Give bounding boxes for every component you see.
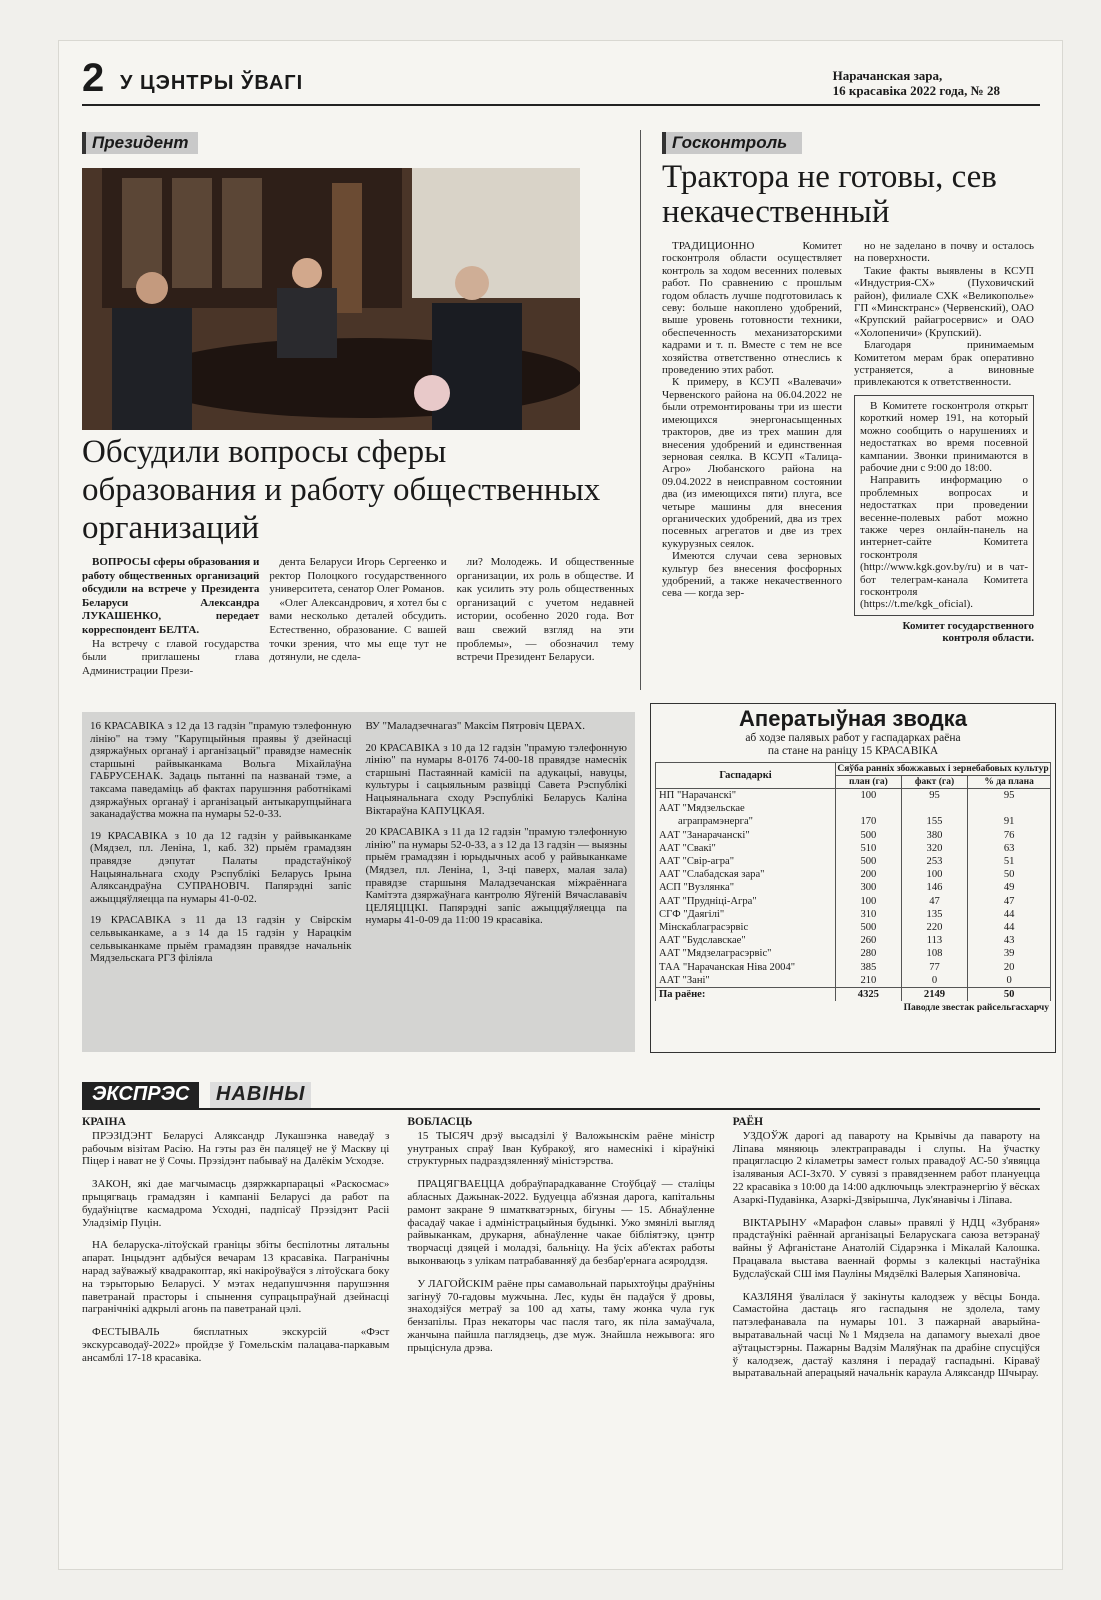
news-column-region (407, 1116, 714, 1390)
farm-cell: ААТ "Мядзельскае (656, 802, 836, 815)
news-item: ФЕСТЫВАЛЬ бясплатных экскурсій «Фэст экскурсаводаў-2022» пройдзе ў Гомельскім палацава-паркавым ансамблі 17-18 красавіка. (82, 1326, 390, 1364)
meeting-photo (82, 168, 580, 430)
news-item: ПРЭЗІДЭНТ Беларусі Аляксандр Лукашэнка наведаў з рабочым візітам Расію. На гэты раз ён паляцеў не ў Маскву ці Піцер і нават не ў Сочы. Прэзідэнт пабываў на Далёкім Усходзе. (82, 1129, 390, 1168)
news-column-country (82, 1116, 389, 1390)
farm-cell: ААТ "Зані" (656, 974, 836, 988)
farm-cell: СГФ "Даягілі" (656, 908, 836, 921)
farm-cell: ААТ "Будславскае" (656, 934, 836, 947)
total-pct: 50 (968, 988, 1051, 1002)
article-paragraph: ли? Молодежь. И общественные организации, их роль в обществе. И как усилить эту роль общественных организаций с учетом недавней истории, особенно 2020 года. Вот ваш свежий взгляд на эти проблемы», — обозначил тему встречи Президент Беларуси. (456, 556, 634, 664)
news-column-heading: ВОБЛАСЦЬ (407, 1116, 473, 1128)
pct-cell: 0 (968, 974, 1051, 988)
announcement: 16 КРАСАВІКА з 12 да 13 гадзін "прамую тэлефонную лінію" на тэму "Карупцыйныя праявы ў дзейнасці дзяржаўных органаў і арганізацый" правядзе намеснік старшыні райвыканкама Вольга Міхайлаўна ГАБРУСЕНАК. Задаць пытанні па названай тэме, а таксама паведаміць аб фактах парушэння работнікамі дзяржаўных органаў і арганізацый антыкарупцыйнага заканадаўства можна па нумары 52-0-33. (90, 720, 352, 821)
pct-cell: 44 (968, 908, 1051, 921)
pct-cell: 20 (968, 961, 1051, 974)
announcements-box (82, 712, 635, 1052)
news-column-heading: РАЁН (732, 1116, 764, 1128)
express-news-header (82, 1082, 1040, 1110)
education-article-body (82, 556, 634, 696)
announce-column (90, 720, 352, 1044)
article-paragraph: Имеются случаи сева зерновых культур без внесения фосфорных удобрений, а также некачественного сева — когда зер- (662, 550, 842, 600)
field-work-summary (650, 703, 1056, 1053)
express-news-body (82, 1116, 1040, 1390)
plan-cell: 500 (836, 829, 902, 842)
farm-cell: ААТ "Мядзелаграсэрвіс" (656, 947, 836, 960)
table-row (656, 855, 1051, 868)
plan-cell: 510 (836, 842, 902, 855)
announcement: 20 КРАСАВІКА з 10 да 12 гадзін "прамую тэлефонную лінію" па нумары 8-0176 74-00-18 правядзе намеснік старшыні Пастаяннай камісіі па адукацыі, навуцы, культуры і сацыяльным развіцці Савета Рэспублікі Нацыянальнага сходу Рэспублікі Беларусь Каліна Віктараўна КАПУЦКАЯ. (365, 741, 627, 817)
table-row (656, 974, 1051, 988)
article-column (269, 556, 446, 696)
announce-column (366, 720, 628, 1044)
plan-cell: 500 (836, 855, 902, 868)
news-item: ВІКТАРЫНУ «Марафон славы» правялі ў НДЦ «Зубраня» прадстаўнікі раённай арганізацыі Беларускага саюза ветэранаў вайны ў Афганістане Анатолій Сідарэнка і Мікалай Калошка. Працавала выстава ваеннай формы з калекцыі настаўніка Будслаўскай СШ імя Пауліны Мядзёлкі Валерыя Хапяновіча. (732, 1216, 1040, 1280)
table-row (656, 947, 1051, 960)
table-subtitle: аб ходзе палявых работ у гаспадарках раёна (745, 732, 961, 744)
announcement: ВУ "Маладзечнагаз" Максім Пятровіч ЦЕРАХ. (365, 720, 585, 732)
news-label: НАВІНЫ (210, 1082, 311, 1108)
pct-cell: 39 (968, 947, 1051, 960)
total-fact: 2149 (901, 988, 967, 1002)
news-item: ЗАКОН, які дае магчымасць дзяржкарпарацыі «Раскосмас» прыцягваць грамадзян і кампаніі Беларусі да работ па будаўніцтве касмадрома Усходні, падпісаў Прэзідэнт Расіі Уладзімір Пуцін. (82, 1178, 390, 1229)
farm-cell: АСП "Вузлянка" (656, 881, 836, 894)
farm-cell: ААТ "Свір-агра" (656, 855, 836, 868)
hotline-text: В Комитете госконтроля открыт короткий номер 191, на который можно сообщить о нарушениях и недостатках во время посевной кампании. Звонки принимаются в рабочие дни с 9:00 до 18:00. (860, 399, 1028, 474)
pct-cell: 47 (968, 895, 1051, 908)
pct-cell: 51 (968, 855, 1051, 868)
tractors-article-body (662, 240, 1034, 645)
hotline-box (854, 395, 1034, 616)
pct-cell: 95 (968, 789, 1051, 803)
pct-cell: 43 (968, 934, 1051, 947)
fact-cell: 135 (901, 908, 967, 921)
table-row (656, 895, 1051, 908)
plan-cell: 260 (836, 934, 902, 947)
total-label: Па раёне: (656, 988, 836, 1002)
plan-cell: 300 (836, 881, 902, 894)
article-paragraph: но не заделано в почву и осталось на поверхности. (854, 240, 1034, 265)
article-paragraph: «Олег Александрович, я хотел бы с вами несколько деталей обсудить. Естественно, образование. С вашей точки зрения, что мы еще тут не дотянули, не сдела- (269, 596, 447, 664)
article-column (662, 240, 842, 645)
article-lead: ВОПРОСЫ сферы образования и работу общественных организаций обсудили на встрече у Президента Беларуси Александра ЛУКАШЕНКО, передает корреспондент БЕЛТА. (82, 556, 260, 636)
table-row (656, 881, 1051, 894)
article-paragraph: Благодаря принимаемым Комитетом мерам брак оперативно устраняется, а виновные привлекаются к ответственности. (854, 339, 1034, 389)
fact-cell: 380 (901, 829, 967, 842)
plan-cell: 210 (836, 974, 902, 988)
news-column-heading: КРАІНА (82, 1116, 126, 1128)
table-row (656, 815, 1051, 828)
fact-cell: 100 (901, 868, 967, 881)
paper-meta (833, 68, 1000, 98)
plan-cell: 170 (836, 815, 902, 828)
headline-education: Обсудили вопросы сферы образования и работу общественных организаций (82, 434, 601, 546)
column-divider (640, 130, 641, 690)
news-item: ПРАЦЯГВАЕЦЦА добраўпарадкаванне Стоўбцаў — сталіцы абласных Дажынак-2022. Будуецца аб'язная дарога, капітальны рамонт закране 9 шматкватэрных, бігуны — 15. Абнаўленне фасадаў чакае і адміністрацыйныя будынкі. Ужо змянілі выгляд райвыканкам, друкарня, абнаўленне чакае бібліятэку, цэнтр творчасці дзяцей і моладзі, бальніцу. На ўсіх аб'ектах работы выконваюць з улікам патрабаванняў да безбар'ернага асяроддзя. (407, 1178, 715, 1267)
hotline-text: Направить информацию о проблемных вопросах и недостатках при проведении весенне-полевых работ можно также через онлайн-панель на интернет-сайте Комитета госконтроля (http://www.kgk.gov.by/ru) и в чат-бот телеграм-канала Комитета госконтроля (https://t.me/kgk_oficial). (860, 474, 1028, 611)
article-column (854, 240, 1034, 645)
farm-cell: ААТ "Слабадская зара" (656, 868, 836, 881)
col-header-farm: Гаспадаркі (656, 763, 836, 789)
rubric-goskontrol: Госконтроль (662, 132, 802, 154)
pct-cell: 76 (968, 829, 1051, 842)
farm-cell: ААТ "Занарачанскі" (656, 829, 836, 842)
col-header-group: Сяўба ранніх збожжавых і зернебабовых культур (837, 764, 1049, 774)
meeting-photo-image (82, 168, 580, 430)
plan-cell: 310 (836, 908, 902, 921)
table-row (656, 961, 1051, 974)
headline-tractors: Трактора не готовы, сев некачественный (662, 159, 997, 230)
pct-cell: 49 (968, 881, 1051, 894)
article-column (457, 556, 634, 696)
pct-cell: 63 (968, 842, 1051, 855)
table-total-row (656, 988, 1051, 1002)
article-paragraph: Такие факты выявлены в КСУП «Индустрия-СХ» (Пуховичский район), филиале СХК «Великополье» ГП «Минсктранс» (Червенский), ОАО «Крупский райагросервис» и ОАО «Холопеничи» (Крупский). (854, 264, 1034, 339)
article-paragraph: дента Беларуси Игорь Сергеенко и ректор Полоцкого государственного университета, сенатор Олег Романов. (269, 556, 447, 596)
section-title: У ЦЭНТРЫ ЎВАГІ (120, 72, 304, 94)
paper-name: Нарачанская зара, (832, 68, 943, 83)
pct-cell (968, 802, 1051, 815)
table-source: Паводле звестак райсельгасхарчу (903, 1003, 1049, 1014)
plan-cell: 100 (836, 789, 902, 803)
table-row (656, 789, 1051, 803)
fact-cell: 47 (901, 895, 967, 908)
col-header-plan: план (га) (836, 776, 902, 789)
col-header-pct: % да плана (968, 776, 1051, 789)
plan-cell: 280 (836, 947, 902, 960)
fact-cell: 146 (901, 881, 967, 894)
farm-cell: НП "Нарачанскі" (656, 789, 836, 803)
article-signature: Комитет государственного контроля области. (902, 619, 1034, 645)
total-plan: 4325 (836, 988, 902, 1002)
fact-cell: 108 (901, 947, 967, 960)
announcement: 20 КРАСАВІКА з 11 да 12 гадзін "прамую тэлефонную лінію" па нумары 52-0-33, а з 12 да 13 гадзін — выязны прыём грамадзян і юрыдычных асоб у райвыканкаме (Мядзел, пл. Леніна, 1, 3-ці паверх, малая зала) правядзе старшыня Маладзечанская міжраённага Камітэта дзяржаўнага кантролю Яўгеній Вячаслававіч ЦЕЛЯЦІЦКІ. Папярэдні запіс ажыццяўляецца па нумары 41-0-09 да 11:00 19 красавіка. (365, 826, 627, 927)
pct-cell: 91 (968, 815, 1051, 828)
fact-cell: 253 (901, 855, 967, 868)
news-column-district (733, 1116, 1040, 1390)
table-row (656, 908, 1051, 921)
issue-date: 16 красавіка 2022 года, № 28 (832, 83, 1000, 98)
table-row (656, 934, 1051, 947)
plan-cell (836, 802, 902, 815)
farm-cell: ТАА "Нарачанская Ніва 2004" (656, 961, 836, 974)
farm-cell: ААТ "Прудніці-Агра" (656, 895, 836, 908)
table-row (656, 802, 1051, 815)
summary-table (655, 762, 1051, 1001)
express-label: ЭКСПРЭС (82, 1082, 199, 1108)
fact-cell: 77 (901, 961, 967, 974)
table-title: Аператыўная зводка (739, 706, 967, 731)
announcement: 19 КРАСАВІКА з 10 да 12 гадзін у райвыканкаме (Мядзел, пл. Леніна, 1, каб. 32) прыём грамадзян правядзе дэпутат Палаты прадстаўнікоў Нацыянальнага сходу Рэспублікі Беларусь Ірына Аляксандраўна СУПРАНОВІЧ. Папярэдні запіс ажыццяўляецца па нумары 41-0-02. (90, 829, 352, 905)
fact-cell: 0 (901, 974, 967, 988)
news-item: КАЗЛЯНЯ ўвалілася ў закінуты калодзеж у вёсцы Бонда. Самастойна дастаць яго гаспадыня не здолела, таму патэлефанавала па нумары 101. З пажарнай аварыйна-выратавальнай часці №1 Мядзела на дапамогу выехалі двое аўтацыстэрны. Пажарны Вадзім Маляўнак па драбіне спусціўся ў калодзеж, дастаў казляня і перадаў гаспадыні. Кіраваў выратавальнай аперацыяй начальнік караула Аляксандр Шчырау. (732, 1290, 1040, 1380)
table-row (656, 829, 1051, 842)
fact-cell: 95 (901, 789, 967, 803)
article-column (82, 556, 259, 696)
pct-cell: 44 (968, 921, 1051, 934)
plan-cell: 385 (836, 961, 902, 974)
table-row (656, 842, 1051, 855)
fact-cell: 320 (901, 842, 967, 855)
article-paragraph: К примеру, в КСУП «Валевачи» Червенского района на 06.04.2022 не были отремонтированы три из шести имеющихся энергонасыщенных тракторов, две из трех машин для внесения удобрений и единственная зерновая сеялка. В КСУП «Талица-Агро» Любанского района на 09.04.2022 в неисправном состоянии два (из имеющихся пяти) плуга, все четыре машины для внесения органических удобрений, два из трех посевных агрегатов и две из трех кукурузных сеялок. (662, 376, 842, 550)
page-header (82, 56, 1040, 106)
plan-cell: 100 (836, 895, 902, 908)
plan-cell: 200 (836, 868, 902, 881)
table-row (656, 868, 1051, 881)
farm-cell: Мінскаблаграсэрвіс (656, 921, 836, 934)
fact-cell: 155 (901, 815, 967, 828)
pct-cell: 50 (968, 868, 1051, 881)
article-paragraph: На встречу с главой государства были приглашены глава Администрации Прези- (82, 637, 260, 677)
fact-cell: 220 (901, 921, 967, 934)
news-item: НА беларуска-літоўскай граніцы збіты беспілотны лятальны апарат. Інцыдэнт адбыўся вечарам 13 красавіка. Пагранічны нарад заўважыў квадракоптар, які накіроўваўся з літоўскага боку на тэрыторыю Беларусі. У мэтах недапушчэння парушэння паветранай прасторы і спынення супрацьпраўнай дзейнасці пагранічнікі адкрылі агонь па паветранай цэлі. (82, 1239, 390, 1316)
plan-cell: 500 (836, 921, 902, 934)
news-item: У ЛАГОЙСКІМ раёне пры самавольнай парыхтоўцы драўніны загінуў 70-гадовы мужчына. Лес, куды ён падаўся ў дровы, знаходзіўся метраў за 100 ад хаты, таму жонка чула гук бензапілы. Праз некаторы час пасля таго, як піла замаўчала, жанчына пайшла паглядзець, дзе муж. Знайшла нежывога: яго прыціснула дрэва. (407, 1277, 715, 1354)
fact-cell (901, 802, 967, 815)
farm-cell: аграпрамэнерга" (656, 815, 836, 828)
rubric-president: Президент (82, 132, 198, 154)
page-number: 2 (82, 56, 105, 100)
table-row (656, 921, 1051, 934)
farm-cell: ААТ "Свакі" (656, 842, 836, 855)
fact-cell: 113 (901, 934, 967, 947)
article-paragraph: ТРАДИЦИОННО Комитет госконтроля области осуществляет контроль за ходом весенних полевых работ. По сравнению с прошлым годом область лучше подготовилась к севу: больше накоплено удобрений, выше уровень готовности техники, обеспеченность механизаторскими кадрами и т. п. Вместе с тем не все хозяйства ответственно отнеслись к проведению этих работ. (662, 240, 842, 377)
table-subtitle: па стане на раніцу 15 КРАСАВІКА (767, 745, 939, 757)
news-item: 15 ТЫСЯЧ дрэў высадзілі ў Валожынскім раёне міністр унутраных спраў Іван Кубракоў, яго намеснікі і кіраўнікі структурных падраздзяленняў міністэрства. (407, 1129, 715, 1168)
col-header-fact: факт (га) (901, 776, 967, 789)
news-item: УЗДОЎЖ дарогі ад павароту на Крывічы да павароту на Ліпава мяняюць электраправады і слупы. На ўчастку працягласцю 2 кіламетры замест голых правадоў АС-50 з'явяцца ізаляваныя АСІ-3х70. У сувязі з правядзеннем работ плануецца 22 красавіка з 10:00 да 14:00 адключыць электраэнергію ў вёсках Азаркі-Пудавінка, Азаркі-Дзвірышча, Лук'янавічы і Ліпава. (732, 1129, 1040, 1206)
announcement: 19 КРАСАВІКА з 11 да 13 гадзін у Свірскім сельвыканкаме, а з 14 да 15 гадзін у Нарацкім сельвыканкаме прыём грамадзян правядзе начальнік Мядзельскага РГЗ філіяла (90, 914, 352, 965)
